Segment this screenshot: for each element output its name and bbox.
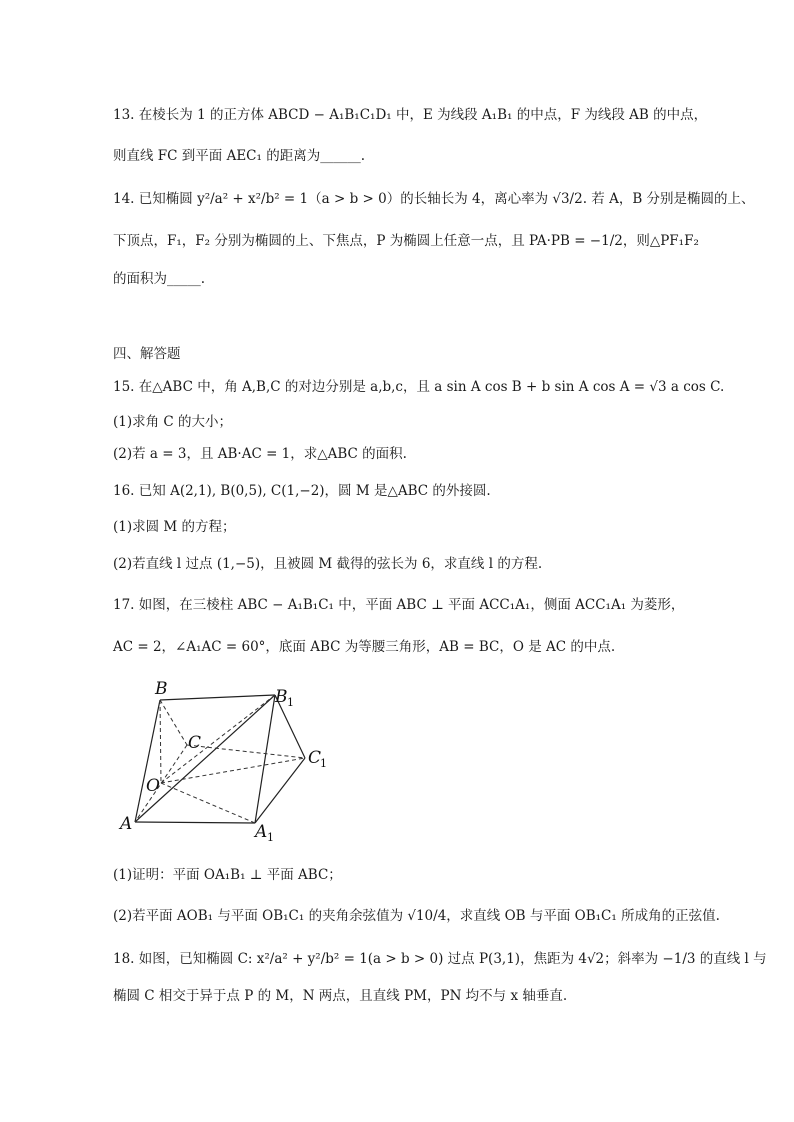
section-title: 四、解答题	[113, 346, 181, 362]
problem-18-line-1	[113, 950, 767, 968]
problem-17-text-1: 如图，在三棱柱 ABC − A₁B₁C₁ 中，平面 ABC ⊥ 平面 ACC₁A₁，侧面 ACC₁A₁ 为菱形，	[138, 597, 685, 613]
problem-16-part-2	[113, 555, 542, 573]
problem-15-number: 15.	[113, 379, 135, 395]
edge-B1A1	[255, 695, 275, 823]
hidden-edge-BO	[160, 700, 161, 783]
label-O: O	[146, 776, 160, 796]
problem-15-line-1	[113, 378, 724, 396]
problem-17-part-1	[113, 866, 342, 884]
hidden-edge-CC1	[187, 745, 305, 758]
problem-18-line-2	[113, 987, 567, 1005]
problem-14-text-3: 的面积为_____.	[113, 271, 206, 287]
problem-16-text-2: (1)求圆 M 的方程；	[113, 519, 236, 535]
problem-16-part-1	[113, 518, 236, 536]
prism-figure	[115, 680, 335, 845]
problem-18-text-1: 如图，已知椭圆 C: x²/a² + y²/b² = 1(a > b > 0) 过点 P(3,1)，焦距为 4√2；斜率为 −1/3 的直线 l 与	[138, 951, 767, 967]
problem-15-text-1: 在△ABC 中，角 A,B,C 的对边分别是 a,b,c，且 a sin A cos B + b sin A cos A = √3 a cos C.	[138, 379, 725, 395]
hidden-edge-OC1	[161, 758, 305, 783]
problem-17-part-2	[113, 907, 720, 925]
problem-14-line-2	[113, 232, 699, 250]
label-C: C	[188, 733, 202, 753]
problem-18-text-2: 椭圆 C 相交于异于点 P 的 M，N 两点，且直线 PM，PN 均不与 x 轴垂直.	[113, 988, 568, 1004]
label-B1-sub: 1	[287, 696, 294, 709]
problem-18-number: 18.	[113, 951, 135, 967]
problem-13-line-1	[113, 106, 707, 124]
problem-15-part-1	[113, 413, 232, 431]
label-A1: A	[255, 822, 268, 842]
problem-14-line-1	[113, 190, 755, 208]
problem-16-text-1: 已知 A(2,1), B(0,5), C(1,−2)，圆 M 是△ABC 的外接圆.	[138, 483, 491, 499]
edge-BB1	[160, 695, 275, 700]
problem-13-line-2	[113, 147, 365, 165]
problem-14-text-2: 下顶点，F₁，F₂ 分别为椭圆的上、下焦点，P 为椭圆上任意一点，且 PA·PB = −1/2，则△PF₁F₂	[113, 233, 699, 249]
problem-15-text-2: (1)求角 C 的大小；	[113, 414, 233, 430]
label-C1-sub: 1	[320, 757, 327, 770]
hidden-edge-BC	[160, 700, 187, 745]
problem-14-number: 14.	[113, 191, 135, 207]
problem-16-text-3: (2)若直线 l 过点 (1,−5)，且被圆 M 截得的弦长为 6，求直线 l 的方程.	[113, 556, 543, 572]
label-C1: C	[308, 748, 322, 768]
problem-17-text-2: AC = 2，∠A₁AC = 60°，底面 ABC 为等腰三角形，AB = BC，O 是 AC 的中点.	[113, 639, 616, 655]
problem-13-text-1: 在棱长为 1 的正方体 ABCD − A₁B₁C₁D₁ 中，E 为线段 A₁B₁ 的中点，F 为线段 AB 的中点，	[138, 107, 708, 123]
hidden-edge-OB1	[161, 695, 275, 783]
label-B1: B	[275, 687, 288, 707]
label-A1-sub: 1	[267, 831, 274, 844]
problem-17-line-2	[113, 638, 615, 656]
problem-13-text-2: 则直线 FC 到平面 AEC₁ 的距离为______.	[113, 148, 365, 164]
problem-16-line-1	[113, 482, 491, 500]
problem-14-line-3	[113, 270, 205, 288]
problem-15-part-2	[113, 445, 407, 463]
edge-AB1	[135, 695, 275, 822]
problem-17-line-1	[113, 596, 684, 614]
label-A: A	[120, 814, 133, 834]
problem-17-text-3: (1)证明：平面 OA₁B₁ ⊥ 平面 ABC；	[113, 867, 342, 883]
problem-14-text-1: 已知椭圆 y²/a² + x²/b² = 1（a > b > 0）的长轴长为 4，离心率为 √3/2. 若 A，B 分别是椭圆的上、	[138, 191, 755, 207]
problem-15-text-3: (2)若 a = 3，且 AB·AC = 1，求△ABC 的面积.	[113, 446, 407, 462]
edge-AA1	[135, 822, 255, 823]
problem-13-number: 13.	[113, 107, 135, 123]
problem-16-number: 16.	[113, 483, 135, 499]
prism-diagram	[115, 680, 335, 845]
label-B: B	[155, 680, 168, 699]
hidden-edge-OA1	[161, 783, 255, 823]
problem-17-number: 17.	[113, 597, 135, 613]
edge-A1C1	[255, 758, 305, 823]
problem-17-text-4: (2)若平面 AOB₁ 与平面 OB₁C₁ 的夹角余弦值为 √10/4，求直线 OB 与平面 OB₁C₁ 所成角的正弦值.	[113, 908, 720, 924]
